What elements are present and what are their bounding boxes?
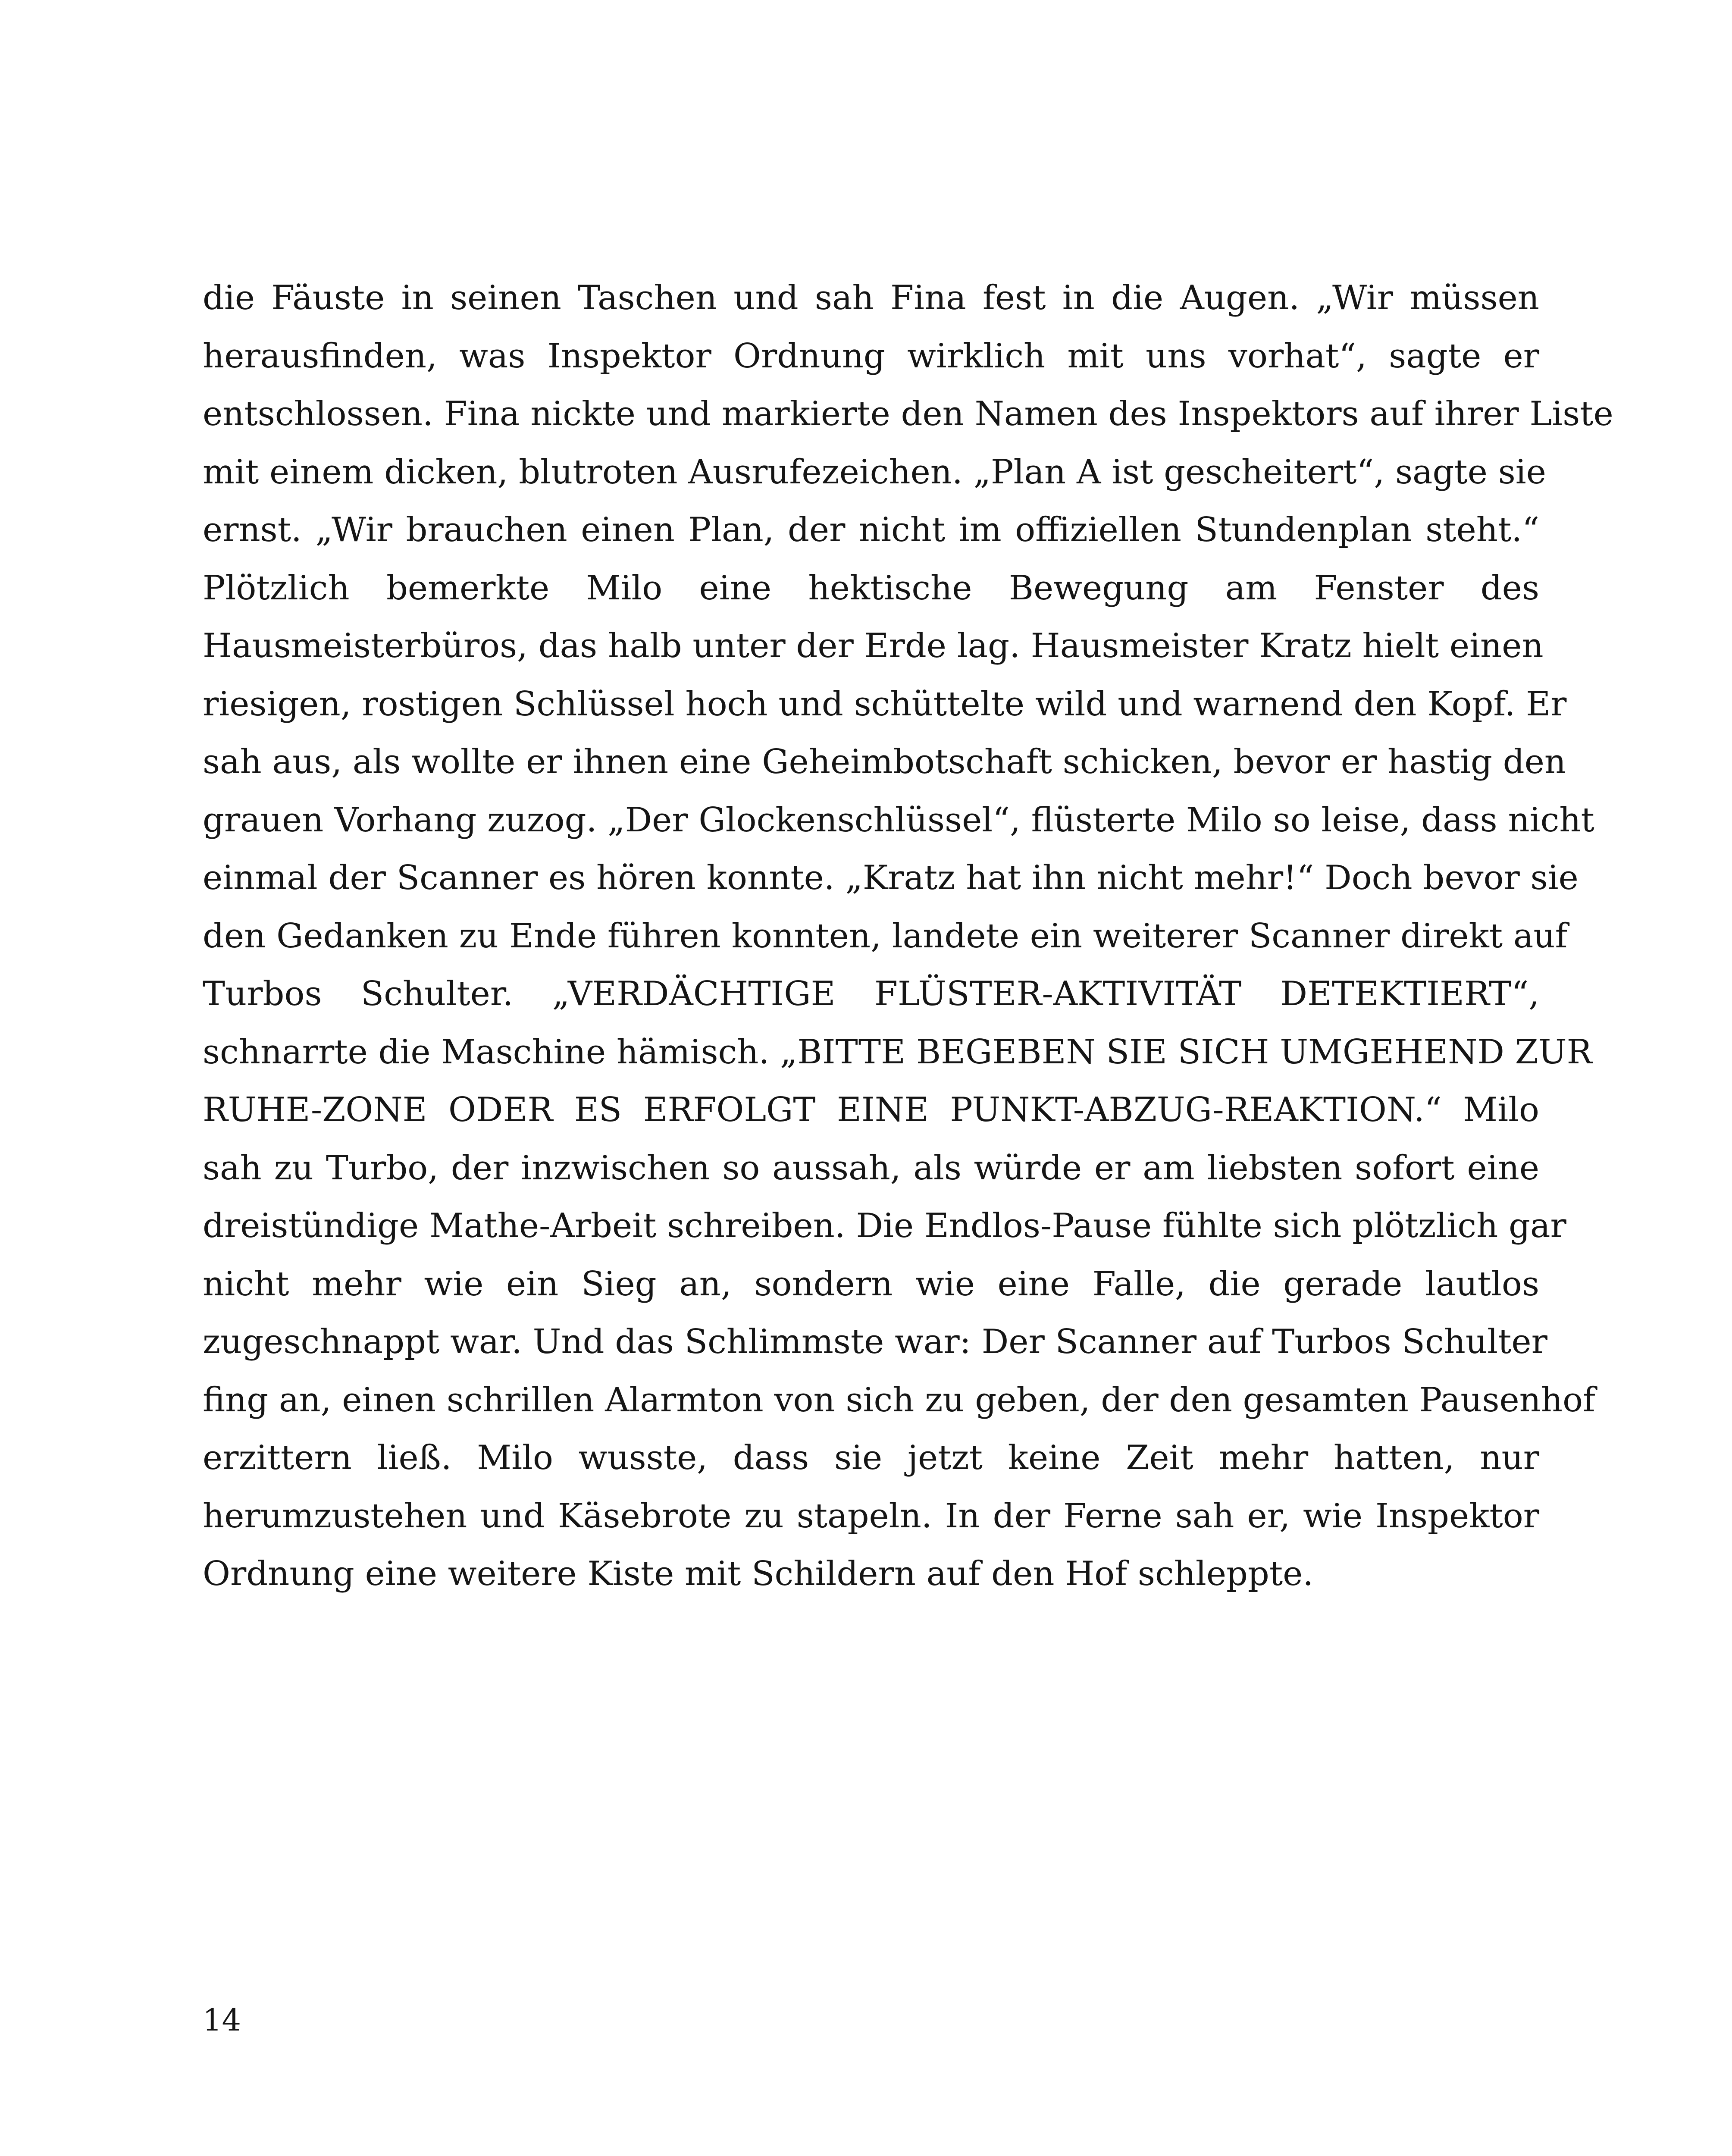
text-line: entschlossen. Fina nickte und markierte den Namen des Inspektors auf ihrer Liste xyxy=(203,395,1613,433)
text-line: den Gedanken zu Ende führen konnten, landete ein weiterer Scanner direkt auf xyxy=(203,916,1568,956)
text-line: erzittern ließ. Milo wusste, dass sie jetzt keine Zeit mehr hatten, nur xyxy=(203,1438,1539,1477)
text-line: die Fäuste in seinen Taschen und sah Fina fest in die Augen. „Wir müssen xyxy=(203,279,1539,317)
body-paragraph xyxy=(203,269,1613,1603)
text-line: ernst. „Wir brauchen einen Plan, der nicht im offiziellen Stundenplan steht.“ xyxy=(203,511,1539,549)
text-line: Turbos Schulter. „VERDÄCHTIGE FLÜSTER-AKTIVITÄT DETEKTIERT“, xyxy=(203,975,1539,1013)
text-line: sah aus, als wollte er ihnen eine Geheimbotschaft schicken, bevor er hastig den xyxy=(203,743,1566,781)
page-number: 14 xyxy=(203,2002,241,2038)
text-line-last: Ordnung eine weitere Kiste mit Schildern auf den Hof schleppte. xyxy=(203,1554,1314,1593)
text-line: dreistündige Mathe-Arbeit schreiben. Die Endlos-Pause fühlte sich plötzlich gar xyxy=(203,1206,1566,1245)
text-line: Hausmeisterbüros, das halb unter der Erde lag. Hausmeister Kratz hielt einen xyxy=(203,627,1544,665)
text-line: herausfinden, was Inspektor Ordnung wirklich mit uns vorhat“, sagte er xyxy=(203,336,1539,376)
text-line: grauen Vorhang zuzog. „Der Glockenschlüssel“, flüsterte Milo so leise, dass nicht xyxy=(203,800,1594,840)
text-line: zugeschnappt war. Und das Schlimmste war: Der Scanner auf Turbos Schulter xyxy=(203,1322,1547,1361)
text-line: RUHE-ZONE ODER ES ERFOLGT EINE PUNKT-ABZUG-REAKTION.“ Milo xyxy=(203,1091,1539,1129)
text-line: sah zu Turbo, der inzwischen so aussah, als würde er am liebsten sofort eine xyxy=(203,1148,1539,1188)
text-line: schnarrte die Maschine hämisch. „BITTE BEGEBEN SIE SICH UMGEHEND ZUR xyxy=(203,1032,1592,1072)
text-line: riesigen, rostigen Schlüssel hoch und schüttelte wild und warnend den Kopf. Er xyxy=(203,684,1567,724)
text-line: mit einem dicken, blutroten Ausrufezeichen. „Plan A ist gescheitert“, sagte sie xyxy=(203,452,1546,492)
text-line: fing an, einen schrillen Alarmton von sich zu geben, der den gesamten Pausenhof xyxy=(203,1380,1595,1420)
text-line: einmal der Scanner es hören konnte. „Kratz hat ihn nicht mehr!“ Doch bevor sie xyxy=(203,859,1579,897)
text-line: Plötzlich bemerkte Milo eine hektische Bewegung am Fenster des xyxy=(203,568,1539,608)
text-line: nicht mehr wie ein Sieg an, sondern wie eine Falle, die gerade lautlos xyxy=(203,1264,1539,1304)
text-line: herumzustehen und Käsebrote zu stapeln. In der Ferne sah er, wie Inspektor xyxy=(203,1496,1539,1536)
